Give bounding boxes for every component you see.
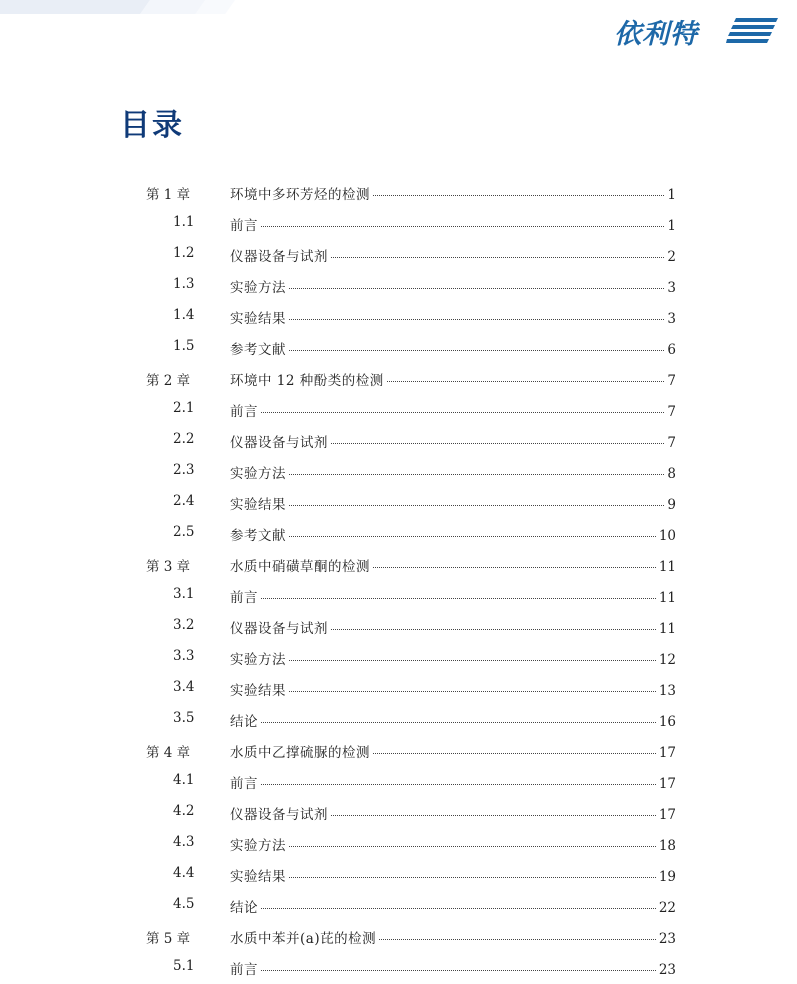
toc-entry-number: 2.4: [173, 493, 195, 509]
toc-entry-title: 参考文献: [230, 528, 286, 544]
toc-chapter-entry[interactable]: [0, 362, 797, 393]
toc-chapter-entry[interactable]: [0, 176, 797, 207]
toc-page-number: 17: [658, 807, 676, 823]
toc-entry-title: 仪器设备与试剂: [230, 807, 328, 823]
toc-entry-line: [230, 927, 676, 947]
toc-entry-number: 4.4: [173, 865, 195, 881]
toc-entry-line: [230, 896, 676, 916]
toc-entry-line: [230, 586, 676, 606]
company-logo: [614, 10, 782, 50]
toc-entry-line: [230, 338, 676, 358]
toc-dot-leader: [289, 660, 656, 661]
toc-section-entry[interactable]: [0, 517, 797, 548]
toc-entry-line: [230, 307, 676, 327]
toc-section-entry[interactable]: [0, 796, 797, 827]
toc-dot-leader: [289, 474, 664, 475]
toc-page-number: 10: [658, 528, 676, 544]
toc-page-number: 11: [658, 590, 676, 606]
toc-entry-line: [230, 183, 676, 203]
toc-entry-title: 实验方法: [230, 280, 286, 296]
toc-entry-title: 仪器设备与试剂: [230, 435, 328, 451]
toc-page-number: 9: [667, 497, 676, 513]
toc-page-number: 18: [658, 838, 676, 854]
toc-entry-number: 3.4: [173, 679, 195, 695]
toc-page-number: 3: [667, 311, 676, 327]
toc-dot-leader: [289, 319, 664, 320]
toc-dot-leader: [373, 753, 656, 754]
toc-dot-leader: [331, 629, 656, 630]
toc-section-entry[interactable]: [0, 486, 797, 517]
toc-chapter-entry[interactable]: [0, 920, 797, 951]
table-of-contents: [0, 176, 797, 982]
toc-dot-leader: [261, 598, 656, 599]
toc-dot-leader: [261, 970, 656, 971]
page-title: 目录: [120, 108, 184, 143]
toc-entry-number: 5.1: [173, 958, 195, 974]
toc-entry-line: [230, 400, 676, 420]
toc-page-number: 8: [667, 466, 676, 482]
toc-page-number: 6: [667, 342, 676, 358]
toc-entry-number: 第 2 章: [146, 373, 191, 389]
toc-entry-title: 前言: [230, 962, 258, 978]
toc-dot-leader: [289, 846, 656, 847]
toc-entry-line: [230, 803, 676, 823]
toc-page-number: 11: [658, 559, 676, 575]
toc-section-entry[interactable]: [0, 703, 797, 734]
toc-dot-leader: [331, 257, 664, 258]
toc-section-entry[interactable]: [0, 331, 797, 362]
toc-chapter-entry[interactable]: [0, 548, 797, 579]
toc-entry-line: [230, 865, 676, 885]
toc-page-number: 12: [658, 652, 676, 668]
toc-entry-line: [230, 493, 676, 513]
toc-entry-title: 参考文献: [230, 342, 286, 358]
toc-section-entry[interactable]: [0, 672, 797, 703]
toc-page-number: 17: [658, 776, 676, 792]
toc-entry-line: [230, 524, 676, 544]
toc-entry-title: 实验方法: [230, 466, 286, 482]
toc-dot-leader: [373, 567, 656, 568]
toc-entry-title: 前言: [230, 218, 258, 234]
toc-entry-number: 3.1: [173, 586, 195, 602]
toc-page-number: 19: [658, 869, 676, 885]
toc-entry-number: 3.2: [173, 617, 195, 633]
toc-entry-line: [230, 462, 676, 482]
toc-page-number: 23: [658, 931, 676, 947]
toc-entry-number: 2.3: [173, 462, 195, 478]
toc-section-entry[interactable]: [0, 889, 797, 920]
toc-entry-title: 结论: [230, 900, 258, 916]
toc-entry-line: [230, 617, 676, 637]
toc-entry-number: 2.1: [173, 400, 195, 416]
toc-dot-leader: [289, 505, 664, 506]
toc-entry-number: 1.4: [173, 307, 195, 323]
toc-page-number: 13: [658, 683, 676, 699]
toc-entry-number: 1.5: [173, 338, 195, 354]
toc-page-number: 3: [667, 280, 676, 296]
toc-entry-title: 前言: [230, 404, 258, 420]
toc-entry-title: 仪器设备与试剂: [230, 621, 328, 637]
toc-entry-number: 第 4 章: [146, 745, 191, 761]
logo-text: 依利特: [614, 19, 698, 50]
toc-section-entry[interactable]: [0, 269, 797, 300]
toc-dot-leader: [289, 350, 664, 351]
toc-page-number: 7: [667, 404, 676, 420]
toc-dot-leader: [289, 288, 664, 289]
toc-section-entry[interactable]: [0, 207, 797, 238]
toc-entry-number: 3.5: [173, 710, 195, 726]
toc-dot-leader: [289, 691, 656, 692]
toc-entry-line: [230, 679, 676, 699]
toc-entry-title: 环境中 12 种酚类的检测: [230, 373, 384, 389]
toc-dot-leader: [289, 536, 656, 537]
toc-entry-number: 2.5: [173, 524, 195, 540]
toc-page-number: 1: [667, 218, 676, 234]
toc-section-entry[interactable]: [0, 641, 797, 672]
toc-entry-title: 实验结果: [230, 311, 286, 327]
toc-section-entry[interactable]: [0, 827, 797, 858]
toc-dot-leader: [379, 939, 656, 940]
toc-entry-line: [230, 710, 676, 730]
toc-entry-line: [230, 958, 676, 978]
toc-entry-title: 前言: [230, 590, 258, 606]
toc-section-entry[interactable]: [0, 455, 797, 486]
toc-entry-title: 实验结果: [230, 869, 286, 885]
toc-page-number: 7: [667, 373, 676, 389]
toc-dot-leader: [261, 412, 664, 413]
toc-dot-leader: [331, 815, 656, 816]
toc-dot-leader: [387, 381, 665, 382]
toc-dot-leader: [331, 443, 664, 444]
toc-section-entry[interactable]: [0, 238, 797, 269]
toc-entry-number: 1.1: [173, 214, 195, 230]
toc-section-entry[interactable]: [0, 300, 797, 331]
toc-section-entry[interactable]: [0, 858, 797, 889]
toc-dot-leader: [261, 784, 656, 785]
toc-entry-number: 1.3: [173, 276, 195, 292]
toc-page-number: 1: [667, 187, 676, 203]
toc-dot-leader: [373, 195, 664, 196]
toc-entry-line: [230, 648, 676, 668]
toc-entry-line: [230, 772, 676, 792]
toc-entry-number: 3.3: [173, 648, 195, 664]
toc-entry-line: [230, 369, 676, 389]
toc-dot-leader: [261, 226, 664, 227]
logo-stripes-icon: [726, 16, 780, 44]
toc-entry-title: 实验结果: [230, 497, 286, 513]
toc-entry-line: [230, 245, 676, 265]
toc-entry-line: [230, 276, 676, 296]
toc-entry-number: 4.1: [173, 772, 195, 788]
toc-section-entry[interactable]: [0, 610, 797, 641]
toc-dot-leader: [289, 877, 656, 878]
toc-entry-number: 第 5 章: [146, 931, 191, 947]
toc-page-number: 16: [658, 714, 676, 730]
toc-section-entry[interactable]: [0, 951, 797, 982]
toc-entry-number: 第 1 章: [146, 187, 191, 203]
decorative-stripe: [0, 0, 150, 14]
toc-dot-leader: [261, 908, 656, 909]
toc-entry-number: 第 3 章: [146, 559, 191, 575]
toc-entry-title: 实验方法: [230, 652, 286, 668]
toc-entry-title: 环境中多环芳烃的检测: [230, 187, 370, 203]
toc-entry-title: 结论: [230, 714, 258, 730]
toc-entry-title: 实验方法: [230, 838, 286, 854]
toc-entry-line: [230, 431, 676, 451]
toc-section-entry[interactable]: [0, 765, 797, 796]
toc-section-entry[interactable]: [0, 393, 797, 424]
toc-entry-number: 2.2: [173, 431, 195, 447]
toc-entry-title: 水质中苯并(a)芘的检测: [230, 931, 377, 947]
toc-page-number: 2: [667, 249, 676, 265]
toc-entry-line: [230, 214, 676, 234]
toc-section-entry[interactable]: [0, 424, 797, 455]
header-decoration: [0, 0, 240, 14]
toc-entry-number: 1.2: [173, 245, 195, 261]
toc-page-number: 23: [658, 962, 676, 978]
toc-entry-title: 实验结果: [230, 683, 286, 699]
toc-entry-number: 4.2: [173, 803, 195, 819]
toc-entry-line: [230, 741, 676, 761]
toc-entry-line: [230, 834, 676, 854]
toc-dot-leader: [261, 722, 656, 723]
toc-entry-number: 4.5: [173, 896, 195, 912]
toc-entry-line: [230, 555, 676, 575]
toc-chapter-entry[interactable]: [0, 734, 797, 765]
toc-entry-title: 水质中硝磺草酮的检测: [230, 559, 370, 575]
toc-entry-title: 前言: [230, 776, 258, 792]
toc-entry-title: 水质中乙撑硫脲的检测: [230, 745, 370, 761]
toc-entry-title: 仪器设备与试剂: [230, 249, 328, 265]
toc-page-number: 17: [658, 745, 676, 761]
toc-entry-number: 4.3: [173, 834, 195, 850]
toc-section-entry[interactable]: [0, 579, 797, 610]
toc-page-number: 11: [658, 621, 676, 637]
toc-page-number: 22: [658, 900, 676, 916]
toc-page-number: 7: [667, 435, 676, 451]
